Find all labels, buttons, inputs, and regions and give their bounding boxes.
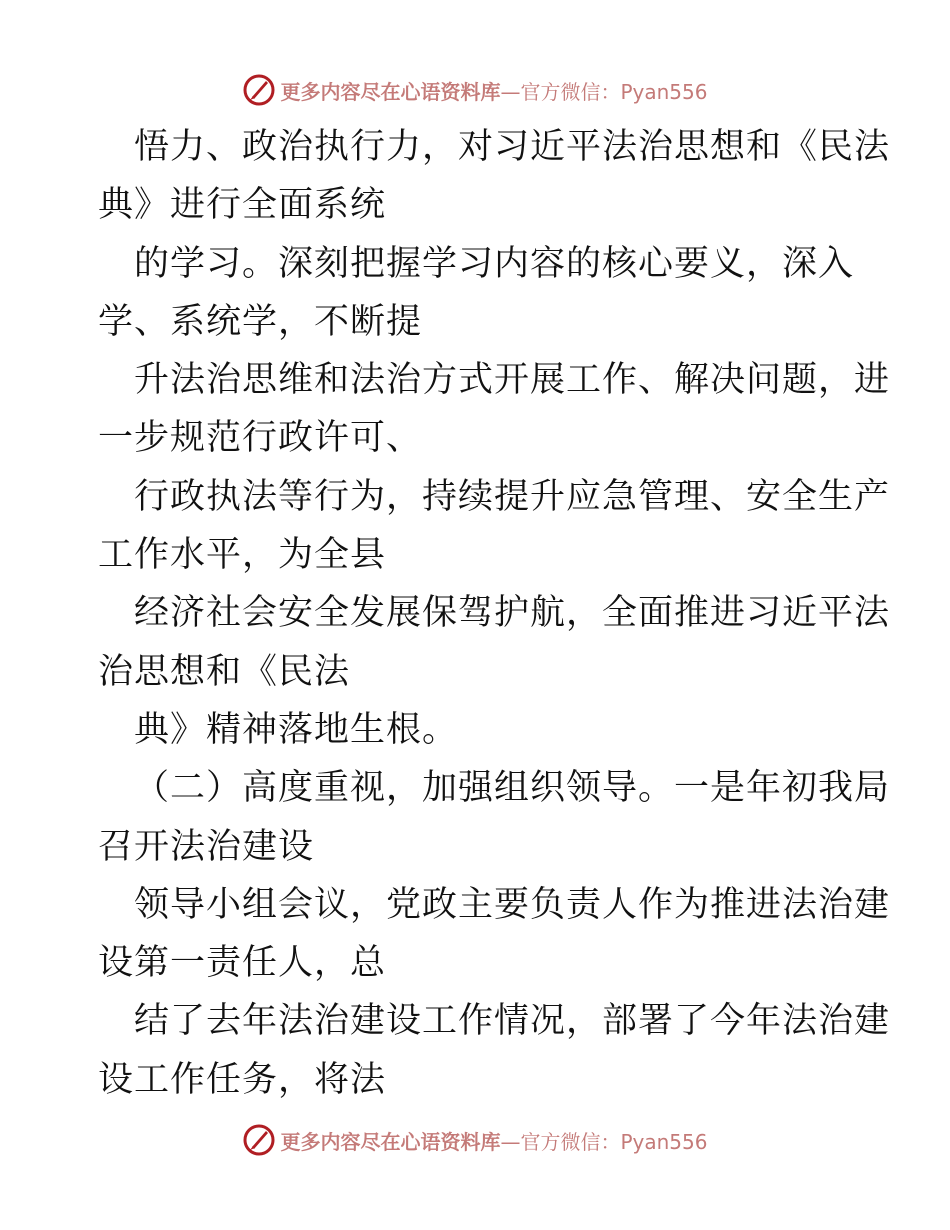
header-banner-lead: 更多内容尽在心语资料库 — [280, 79, 501, 104]
body-text-line: 升法治思维和法治方式开展工作、解决问题，进 — [134, 360, 891, 401]
header-banner-tail: —官方微信：Pyan556 — [500, 79, 708, 104]
body-text-line: 典》进行全面系统 — [98, 185, 387, 226]
footer-banner-text — [280, 1126, 707, 1155]
body-text-line: 设工作任务，将法 — [98, 1059, 387, 1100]
body-text-line: 典》精神落地生根。 — [134, 709, 459, 750]
header-banner — [0, 70, 950, 110]
quill-pen-logo-icon — [242, 73, 276, 107]
quill-pen-logo-icon — [242, 1123, 276, 1157]
body-text-line: 领导小组会议，党政主要负责人作为推进法治建 — [134, 884, 891, 925]
header-banner-text — [280, 76, 707, 105]
body-text-line: 召开法治建设 — [98, 826, 315, 867]
body-text-line: 治思想和《民法 — [98, 651, 351, 692]
body-text-line: 行政执法等行为，持续提升应急管理、安全生产 — [134, 476, 891, 517]
body-text-line: 学、系统学，不断提 — [98, 301, 423, 342]
body-text-line: 经济社会安全发展保驾护航，全面推进习近平法 — [134, 593, 891, 634]
body-text-line: （二）高度重视，加强组织领导。一是年初我局 — [134, 768, 891, 809]
body-text-line: 工作水平，为全县 — [98, 535, 387, 576]
body-text-line: 的学习。深刻把握学习内容的核心要义，深入 — [134, 243, 855, 284]
footer-banner-lead: 更多内容尽在心语资料库 — [280, 1129, 501, 1154]
document-body — [98, 118, 891, 1109]
footer-banner-tail: —官方微信：Pyan556 — [500, 1129, 708, 1154]
body-text-line: 一步规范行政许可、 — [98, 418, 423, 459]
body-text-line: 设第一责任人，总 — [98, 943, 387, 984]
body-text-line: 结了去年法治建设工作情况，部署了今年法治建 — [134, 1001, 891, 1042]
body-text-line: 悟力、政治执行力，对习近平法治思想和《民法 — [134, 127, 891, 167]
footer-banner — [0, 1120, 950, 1160]
